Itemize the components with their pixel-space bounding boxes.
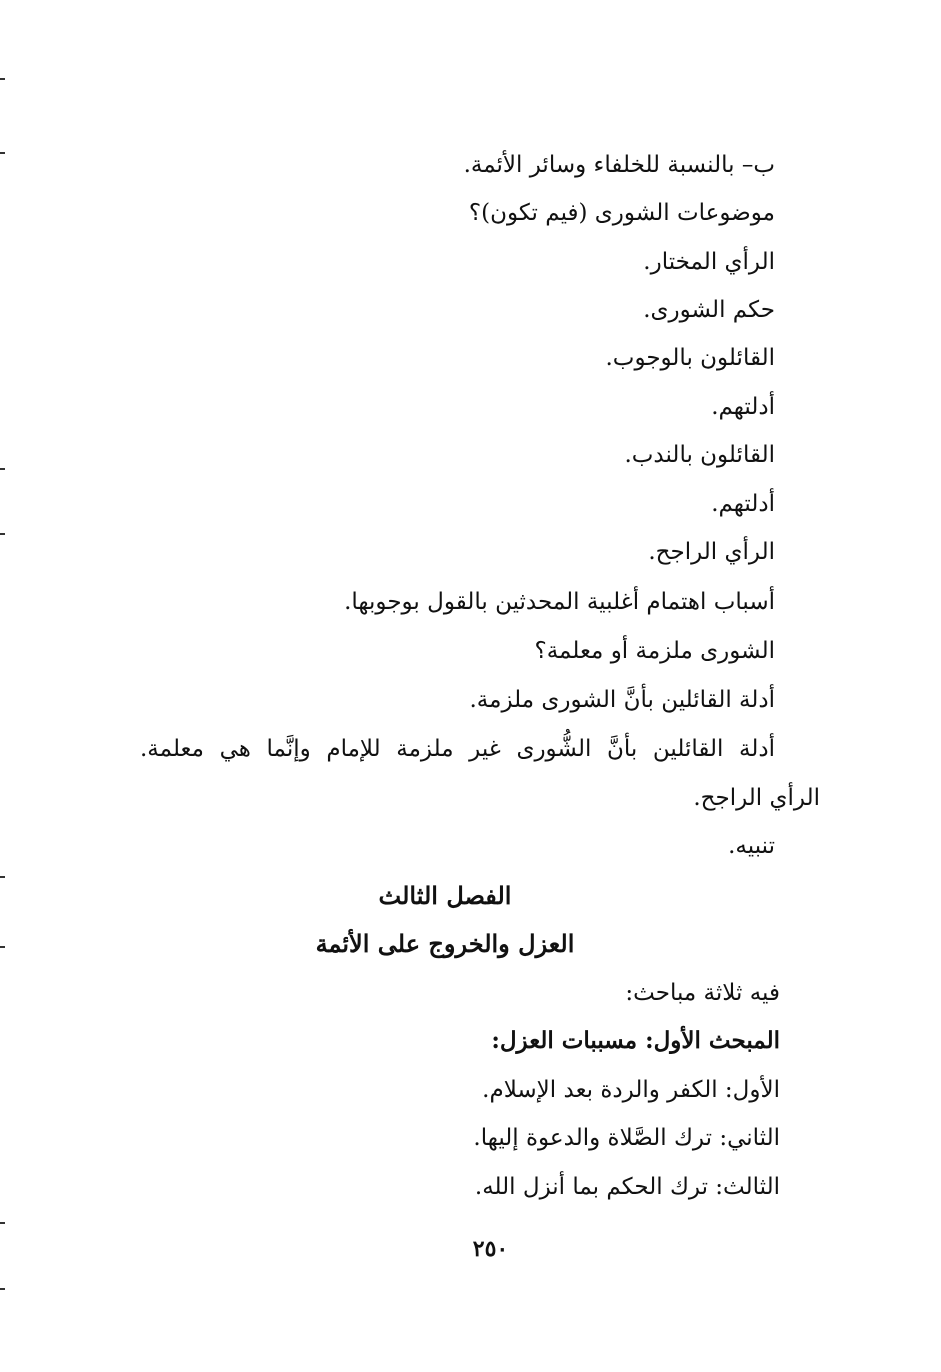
toc-line: تنبيه. — [728, 833, 775, 859]
toc-line: الرأي المختار. — [643, 249, 775, 275]
list-item: الثاني: ترك الصَّلاة والدعوة إليها. — [473, 1125, 780, 1151]
toc-line: أدلة القائلين بأنَّ الشورى ملزمة. — [469, 687, 775, 713]
margin-mark — [0, 876, 5, 878]
margin-mark — [0, 533, 5, 535]
toc-line: الرأي الراجح. — [648, 539, 775, 565]
toc-line: أدلة القائلين بأنَّ الشُّورى غير ملزمة للإمام وإنَّما هي معلمة. — [140, 736, 775, 762]
toc-line: القائلون بالوجوب. — [605, 345, 775, 371]
margin-mark — [0, 1288, 5, 1290]
page-number: ٢٥٠ — [472, 1236, 509, 1262]
list-item: الثالث: ترك الحكم بما أنزل الله. — [474, 1174, 780, 1200]
intro-line: فيه ثلاثة مباحث: — [625, 980, 780, 1006]
toc-line: أدلتهم. — [711, 491, 775, 517]
toc-line: موضوعات الشورى (فيم تكون)؟ — [468, 200, 775, 226]
margin-mark — [0, 152, 5, 154]
margin-mark — [0, 78, 5, 80]
chapter-title: الفصل الثالث — [378, 881, 512, 910]
margin-mark — [0, 1222, 5, 1224]
toc-line: القائلون بالندب. — [624, 442, 775, 468]
toc-line: حكم الشورى. — [643, 297, 775, 323]
toc-line: الرأي الراجح. — [693, 785, 820, 811]
toc-line: ب– بالنسبة للخلفاء وسائر الأئمة. — [463, 152, 775, 178]
section-title: المبحث الأول: مسببات العزل: — [491, 1027, 780, 1054]
chapter-subtitle: العزل والخروج على الأئمة — [315, 929, 575, 958]
margin-mark — [0, 946, 5, 948]
toc-line: الشورى ملزمة أو معلمة؟ — [534, 638, 775, 664]
list-item: الأول: الكفر والردة بعد الإسلام. — [482, 1077, 780, 1103]
toc-line: أدلتهم. — [711, 394, 775, 420]
toc-line: أسباب اهتمام أغلبية المحدثين بالقول بوجوبها. — [344, 589, 775, 615]
margin-mark — [0, 468, 5, 470]
